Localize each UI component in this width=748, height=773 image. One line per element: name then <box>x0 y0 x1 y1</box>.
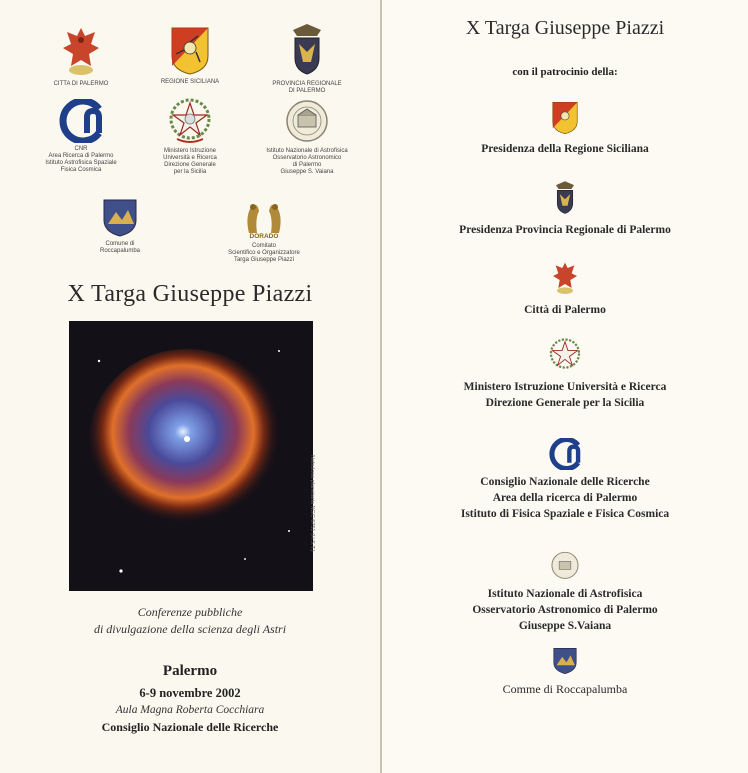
logo-caption: Istituto Nazionale di Astrofisica Osservatorio Astronomico di Palermo Giuseppe S. Vaiana <box>266 148 348 175</box>
patron-name: Città di Palermo <box>524 304 606 316</box>
patron-entry <box>382 101 748 157</box>
provincia-crest-icon <box>289 22 325 78</box>
patronage-panel-title: X Targa Giuseppe Piazzi <box>465 17 665 39</box>
event-city: Palermo <box>162 663 218 679</box>
logo-roccapalumba <box>60 198 180 255</box>
subtitle-line-2: di divulgazione della scienza degli Astri <box>93 622 287 636</box>
logo-caption: CNR Area Ricerca di Palermo Istituto Astrofisica Spaziale Fisica Cosmica <box>45 146 117 173</box>
eagle-crest-icon <box>551 260 579 296</box>
image-credit: Nebulosa planetaria NGC 6751 (H.S.T.) <box>309 455 315 552</box>
logo-dorado <box>204 197 324 264</box>
italian-republic-emblem-icon <box>167 97 213 145</box>
event-institution: Consiglio Nazionale delle Ricerche <box>101 720 279 734</box>
event-venue: Aula Magna Roberta Cocchiara <box>115 704 265 716</box>
patron-name: Ministero Istruzione Università e Ricerca Direzione Generale per la Sicilia <box>463 381 667 409</box>
logo-ministero <box>130 97 250 176</box>
subtitle-line-1: Conferenze pubbliche <box>137 605 243 619</box>
patron-entry <box>382 260 748 318</box>
patron-name: Consiglio Nazionale delle Ricerche Area della ricerca di Palermo Istituto di Fisica Spaziale e Fisica Cosmica <box>460 476 670 520</box>
trinacria-shield-icon <box>170 26 210 76</box>
cnr-logo-icon <box>59 99 103 143</box>
eagle-crest-icon <box>61 24 101 78</box>
trinacria-shield-icon <box>551 101 579 135</box>
patronage-panel <box>382 0 748 773</box>
patronage-heading: con il patrocinio della: <box>512 66 618 78</box>
patron-name: Comme di Roccapalumba <box>502 682 628 696</box>
logo-caption: PROVINCIA REGIONALE DI PALERMO <box>272 81 342 94</box>
patron-name: Istituto Nazionale di Astrofisica Osservatorio Astronomico di Palermo Giuseppe S.Vaiana <box>472 588 658 632</box>
logo-caption: REGIONE SICILIANA <box>160 79 220 85</box>
event-dates: 6-9 novembre 2002 <box>139 686 241 700</box>
logo-caption: Comune di Roccapalumba <box>99 241 141 254</box>
patron-entry <box>382 438 748 522</box>
page-title: X Targa Giuseppe Piazzi <box>67 281 313 307</box>
logo-caption: CITTA DI PALERMO <box>53 81 109 87</box>
logo-cnr <box>21 99 141 174</box>
nebula-image <box>69 321 313 591</box>
provincia-crest-icon <box>553 180 577 216</box>
logo-caption: Ministero Istruzione Università e Ricerca Direzione Generale per la Sicilia <box>163 148 217 175</box>
logo-caption: Comitato Scientifico e Organizzatore Targa Giuseppe Piazzi <box>228 243 300 263</box>
cnr-logo-icon <box>549 438 581 470</box>
patron-entry <box>382 647 748 697</box>
patron-entry <box>382 180 748 238</box>
dorado-badge: DORADO <box>249 233 279 240</box>
logo-osservatorio <box>247 99 367 176</box>
patron-entry <box>382 337 748 411</box>
logo-regione-siciliana <box>130 26 250 86</box>
patron-entry <box>382 551 748 634</box>
roccapalumba-crest-icon <box>552 647 578 675</box>
logo-provincia-palermo <box>247 22 367 95</box>
patron-name: Presidenza della Regione Siciliana <box>481 143 649 155</box>
italian-republic-emblem-icon <box>548 337 582 373</box>
patron-name: Presidenza Provincia Regionale di Palermo <box>459 224 671 236</box>
logo-citta-palermo <box>21 24 141 88</box>
observatory-seal-icon <box>285 99 329 145</box>
roccapalumba-crest-icon <box>102 198 138 238</box>
observatory-seal-icon <box>550 551 580 581</box>
